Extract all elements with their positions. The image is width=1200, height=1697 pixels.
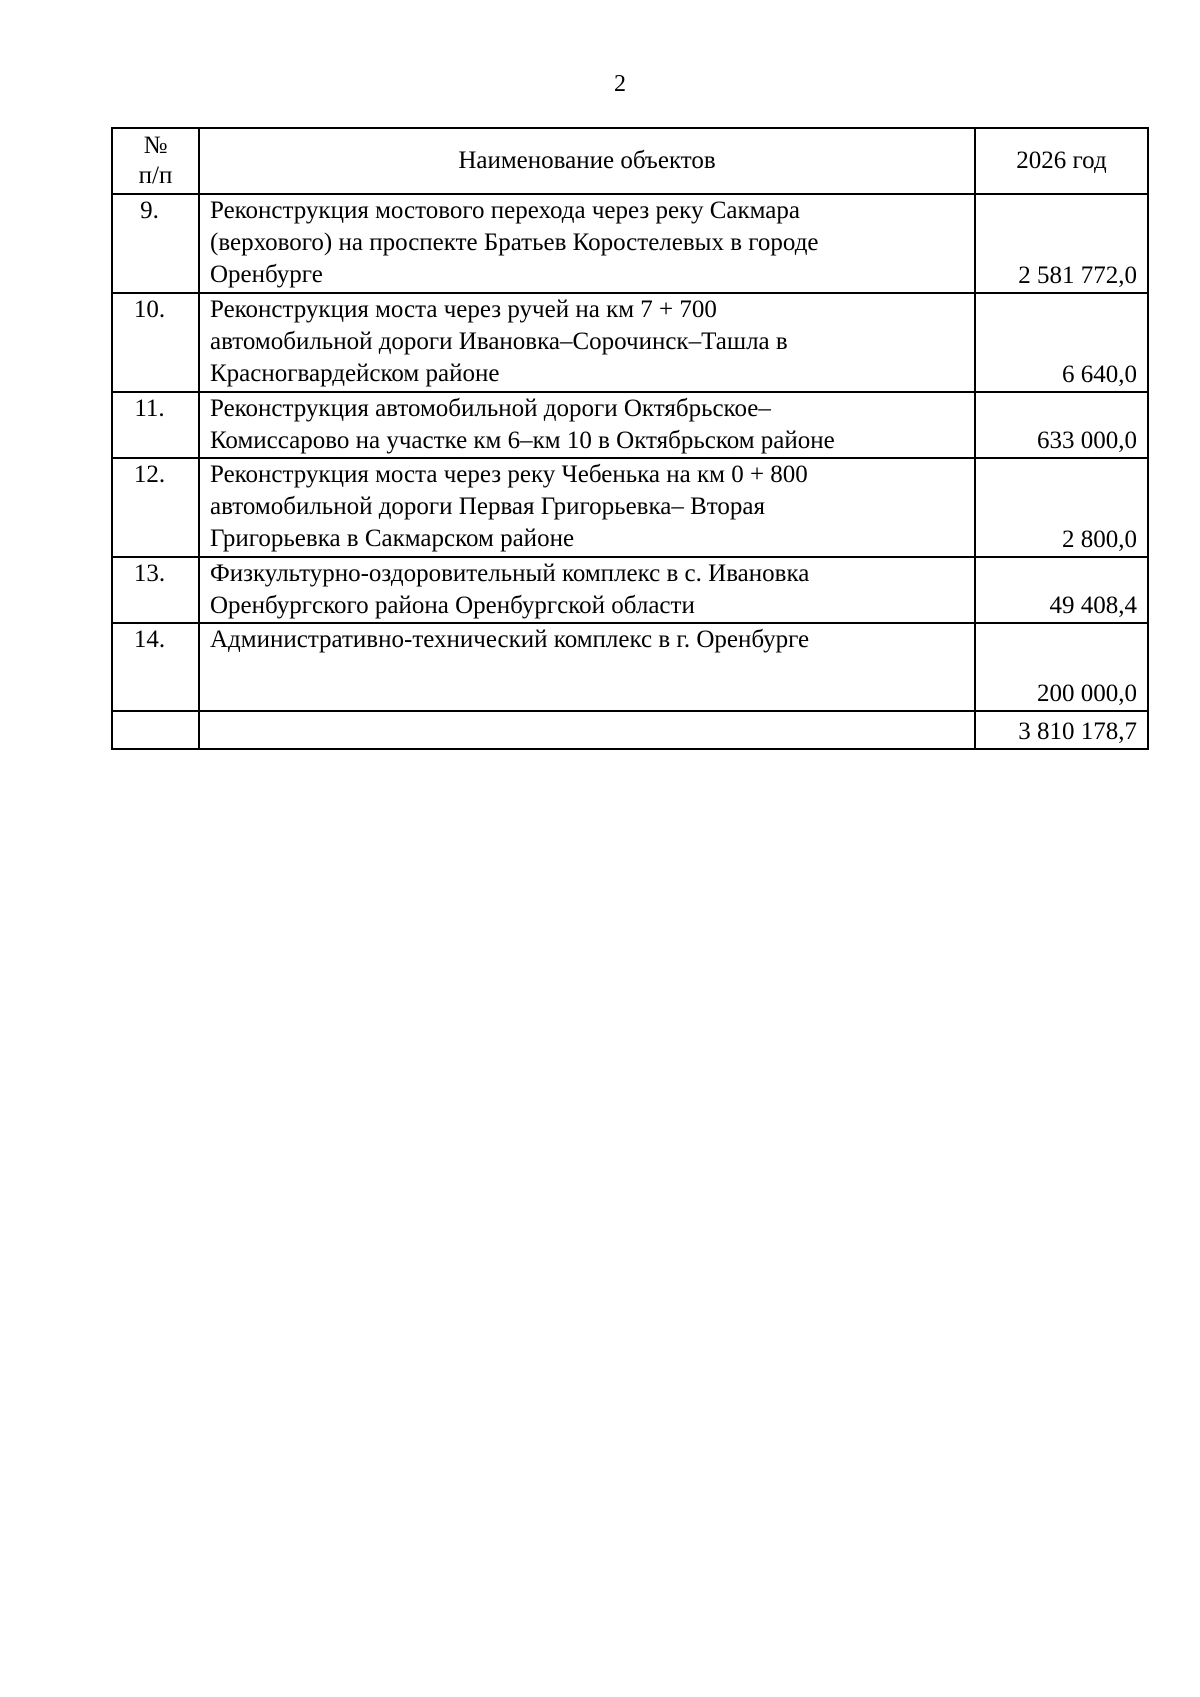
row-name (199, 557, 975, 623)
table-row (112, 623, 1148, 711)
row-value: 633 000,0 (975, 392, 1148, 458)
row-value: 6 640,0 (975, 293, 1148, 392)
table-row (112, 557, 1148, 623)
row-number: 9. (112, 194, 199, 293)
row-name (199, 458, 975, 557)
row-number: 10. (112, 293, 199, 392)
row-number: 12. (112, 458, 199, 557)
row-name-line: Реконструкция моста через реку Чебенька на км 0 + 800 (210, 461, 808, 488)
total-row (112, 711, 1148, 749)
header-year: 2026 год (975, 128, 1148, 194)
row-name-line: Физкультурно-оздоровительный комплекс в с. Ивановка (210, 560, 810, 587)
row-name-line: (верхового) на проспекте Братьев Коростелевых в городе (210, 229, 819, 256)
row-name (199, 194, 975, 293)
row-name-line: Оренбурге (210, 261, 323, 288)
table-row (112, 194, 1148, 293)
row-name (199, 623, 975, 711)
table-row (112, 458, 1148, 557)
total-empty-name (199, 711, 975, 749)
row-name (199, 293, 975, 392)
total-empty-num (112, 711, 199, 749)
row-name (199, 392, 975, 458)
header-number (112, 128, 199, 194)
row-name-line: Административно-технический комплекс в г. Оренбурге (210, 626, 810, 653)
row-number: 13. (112, 557, 199, 623)
row-value: 2 581 772,0 (975, 194, 1148, 293)
header-number-symbol: № (143, 132, 168, 159)
row-name-line: Реконструкция моста через ручей на км 7 + 700 (210, 296, 717, 323)
row-name-line: Реконструкция мостового перехода через реку Сакмара (210, 197, 800, 224)
header-name: Наименование объектов (199, 128, 975, 194)
table-header-row (112, 128, 1148, 194)
row-value: 49 408,4 (975, 557, 1148, 623)
table-row (112, 392, 1148, 458)
header-number-abbrev: п/п (138, 162, 173, 189)
page-number: 2 (614, 71, 626, 97)
row-name-line: автомобильной дороги Ивановка–Сорочинск–Ташла в (210, 328, 788, 355)
row-name-line: Реконструкция автомобильной дороги Октябрьское– (210, 395, 771, 422)
row-value: 2 800,0 (975, 458, 1148, 557)
table-row (112, 293, 1148, 392)
row-name-line: Григорьевка в Сакмарском районе (210, 525, 575, 552)
row-name-line: автомобильной дороги Первая Григорьевка– Вторая (210, 493, 765, 520)
row-name-line: Оренбургского района Оренбургской области (210, 592, 695, 619)
row-name-line: Красногвардейском районе (210, 360, 500, 387)
total-value: 3 810 178,7 (975, 711, 1148, 749)
row-name-line: Комиссарово на участке км 6–км 10 в Октябрьском районе (210, 427, 835, 454)
row-value: 200 000,0 (975, 623, 1148, 711)
row-number: 14. (112, 623, 199, 711)
row-number: 11. (112, 392, 199, 458)
objects-table (111, 127, 1149, 750)
